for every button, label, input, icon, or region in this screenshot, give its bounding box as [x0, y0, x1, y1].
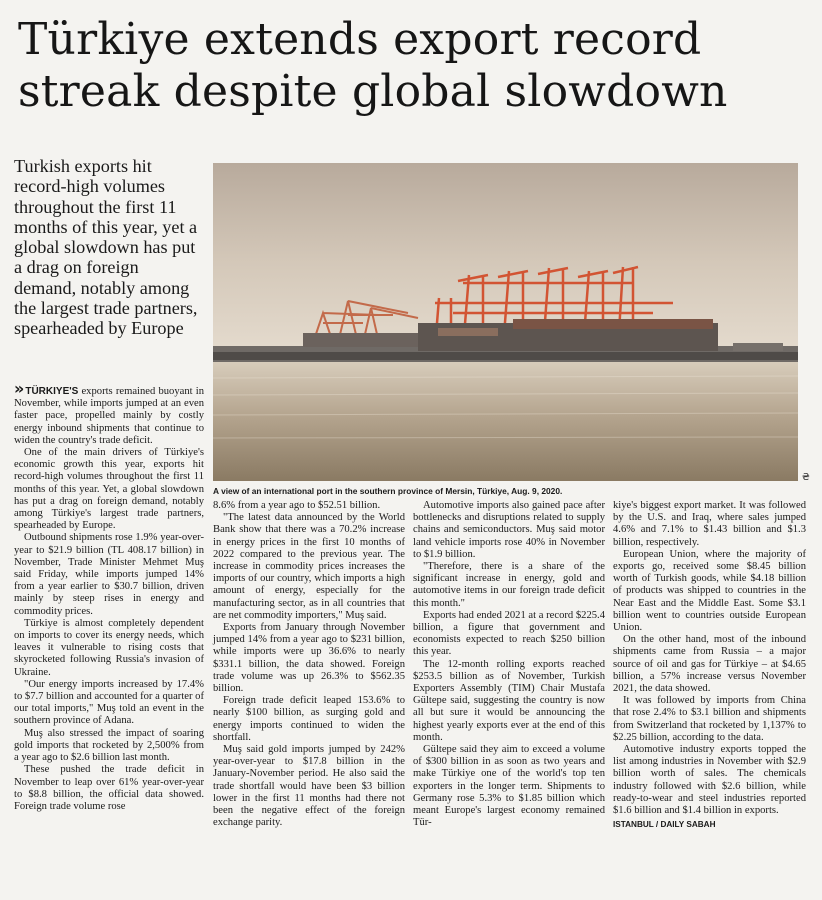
article-column-1: [14, 379, 204, 813]
paragraph: "Therefore, there is a share of the significant increase in energy, gold and automotive items in our foreign trade deficit this month.": [413, 561, 605, 609]
lead-paragraph: [14, 379, 204, 447]
paragraph: It was followed by imports from China that rose 2.4% to $3.1 billion and shipments from Switzerland that rocketed by 1,137% to $2.25 billion, according to the data.: [613, 695, 806, 743]
paragraph: Foreign trade deficit leaped 153.6% to nearly $100 billion, as surging gold and energy imports continued to widen the shortfall.: [213, 695, 405, 743]
paragraph: On the other hand, most of the inbound shipments came from Russia – a major source of oil and gas for Türkiye – at $4.65 billion, a 57% increase versus November 2021, the data showed.: [613, 634, 806, 695]
paragraph: "Our energy imports increased by 17.4% to $7.7 billion and accounted for a quarter of our total imports," Muş told an event in the southern province of Adana.: [14, 678, 204, 727]
paragraph: Exports had ended 2021 at a record $225.4 billion, a figure that government and economists expected to reach $250 billion this year.: [413, 609, 605, 658]
kicker: TÜRKIYE'S: [25, 386, 79, 397]
paragraph: Automotive industry exports topped the list among industries in November with $2.9 billion worth of sales. The chemicals industry followed with $2.6 billion, while ready-to-wear and steel industries reported $1.6 billion and $1.4 billion in exports.: [613, 744, 806, 817]
article-column-3: [413, 500, 605, 829]
paragraph: Muş said gold imports jumped by 242% year-over-year to $17.8 billion in the January-November period. He also said the trade shortfall would have been $3 billion lower in the first 11 months had there not been the negative effect of the foreign exchange parity.: [213, 744, 405, 829]
paragraph: These pushed the trade deficit in November to leap over 61% year-over-year to $8.8 billion, the official data showed. Foreign trade volume rose: [14, 764, 204, 812]
page-corner-mark: ₴: [802, 472, 810, 483]
paragraph: Outbound shipments rose 1.9% year-over-year to $21.9 billion (TL 408.17 billion) in November, Trade Minister Mehmet Muş said Friday, while imports jumped 14% from a year earlier to $30.7 billion, driven mainly by steep rises in energy and commodity prices.: [14, 532, 204, 617]
paragraph: "The latest data announced by the World Bank show that there was a 70.2% increase in energy prices in the first 10 months of 2022 compared to the previous year. The increase in commodity prices increases the imports of our country, which imports a high amount of energy, especially for the manufacturing sector, as in all countries that are net commodity importers," Muş said.: [213, 512, 405, 621]
lead-arrow-icon: »: [14, 379, 20, 398]
paragraph: Exports from January through November jumped 14% from a year ago to $231 billion, while imports were up 36.6% to nearly $331.1 billion, the data showed. Foreign trade volume was up 26.3% to $562.35 billion.: [213, 622, 405, 695]
headline: Türkiye extends export record streak despite global slowdown: [18, 14, 728, 117]
standfirst: Turkish exports hit record-high volumes throughout the first 11 months of this year, yet a global slowdown has put a drag on foreign demand, notably among the largest trade partners, spearheaded by Europe: [14, 156, 198, 339]
byline: ISTANBUL / DAILY SABAH: [613, 820, 716, 830]
paragraph: kiye's biggest export market. It was followed by the U.S. and Iraq, where sales jumped 4.6% and 7.1% to $1.43 billion and $1.3 billion, respectively.: [613, 500, 806, 548]
port-photo: [213, 163, 798, 481]
paragraph: One of the main drivers of Türkiye's economic growth this year, exports hit record-high volumes throughout the first 11 months of this year. Yet, a global slowdown has put a drag on foreign demand, notably among Türkiye's largest trade partners, spearheaded by Europe.: [14, 447, 204, 532]
article-column-4: [613, 500, 806, 831]
paragraph: The 12-month rolling exports reached $253.5 billion as of November, Turkish Exporters Assembly (TIM) Chair Mustafa Gültepe said, suggesting the country is now all but sure it would be announcing the highest yearly exports ever at the end of this month.: [413, 658, 605, 743]
paragraph: Automotive imports also gained pace after bottlenecks and disruptions related to supply chains and semiconductors. Muş said motor land vehicle imports rose 40% in November to $1.9 billion.: [413, 500, 605, 560]
paragraph: Türkiye is almost completely dependent on imports to cover its energy needs, which leaves it vulnerable to rising costs that skyrocketed following Russia's invasion of Ukraine.: [14, 617, 204, 678]
article-column-2: [213, 500, 405, 829]
photo-caption: A view of an international port in the southern province of Mersin, Türkiye, Aug. 9, 2020.: [213, 486, 563, 496]
paragraph: Gültepe said they aim to exceed a volume of $300 billion in as soon as two years and make Türkiye one of the world's top ten exporters in the longer term. Shipments to Germany rose 5.3% to $1.85 billion which meant Europe's largest economy remained Tür-: [413, 744, 605, 829]
paragraph: 8.6% from a year ago to $52.51 billion.: [213, 500, 381, 511]
paragraph: Muş also stressed the impact of soaring gold imports that rocketed by 2,500% from a year ago to $2.6 billion last month.: [14, 727, 204, 764]
paragraph: European Union, where the majority of exports go, received some $8.45 billion worth of Turkish goods, while $4.18 billion of products was shipped to countries in the Near East and the Middle East. Some $3.1 billion went to countries outside European Union.: [613, 548, 806, 634]
lead-text: exports remained buoyant in November, while imports jumped at an even faster pace, propelled mainly by costly energy inbound shipments that continue to widen the country's trade deficit.: [14, 386, 204, 446]
